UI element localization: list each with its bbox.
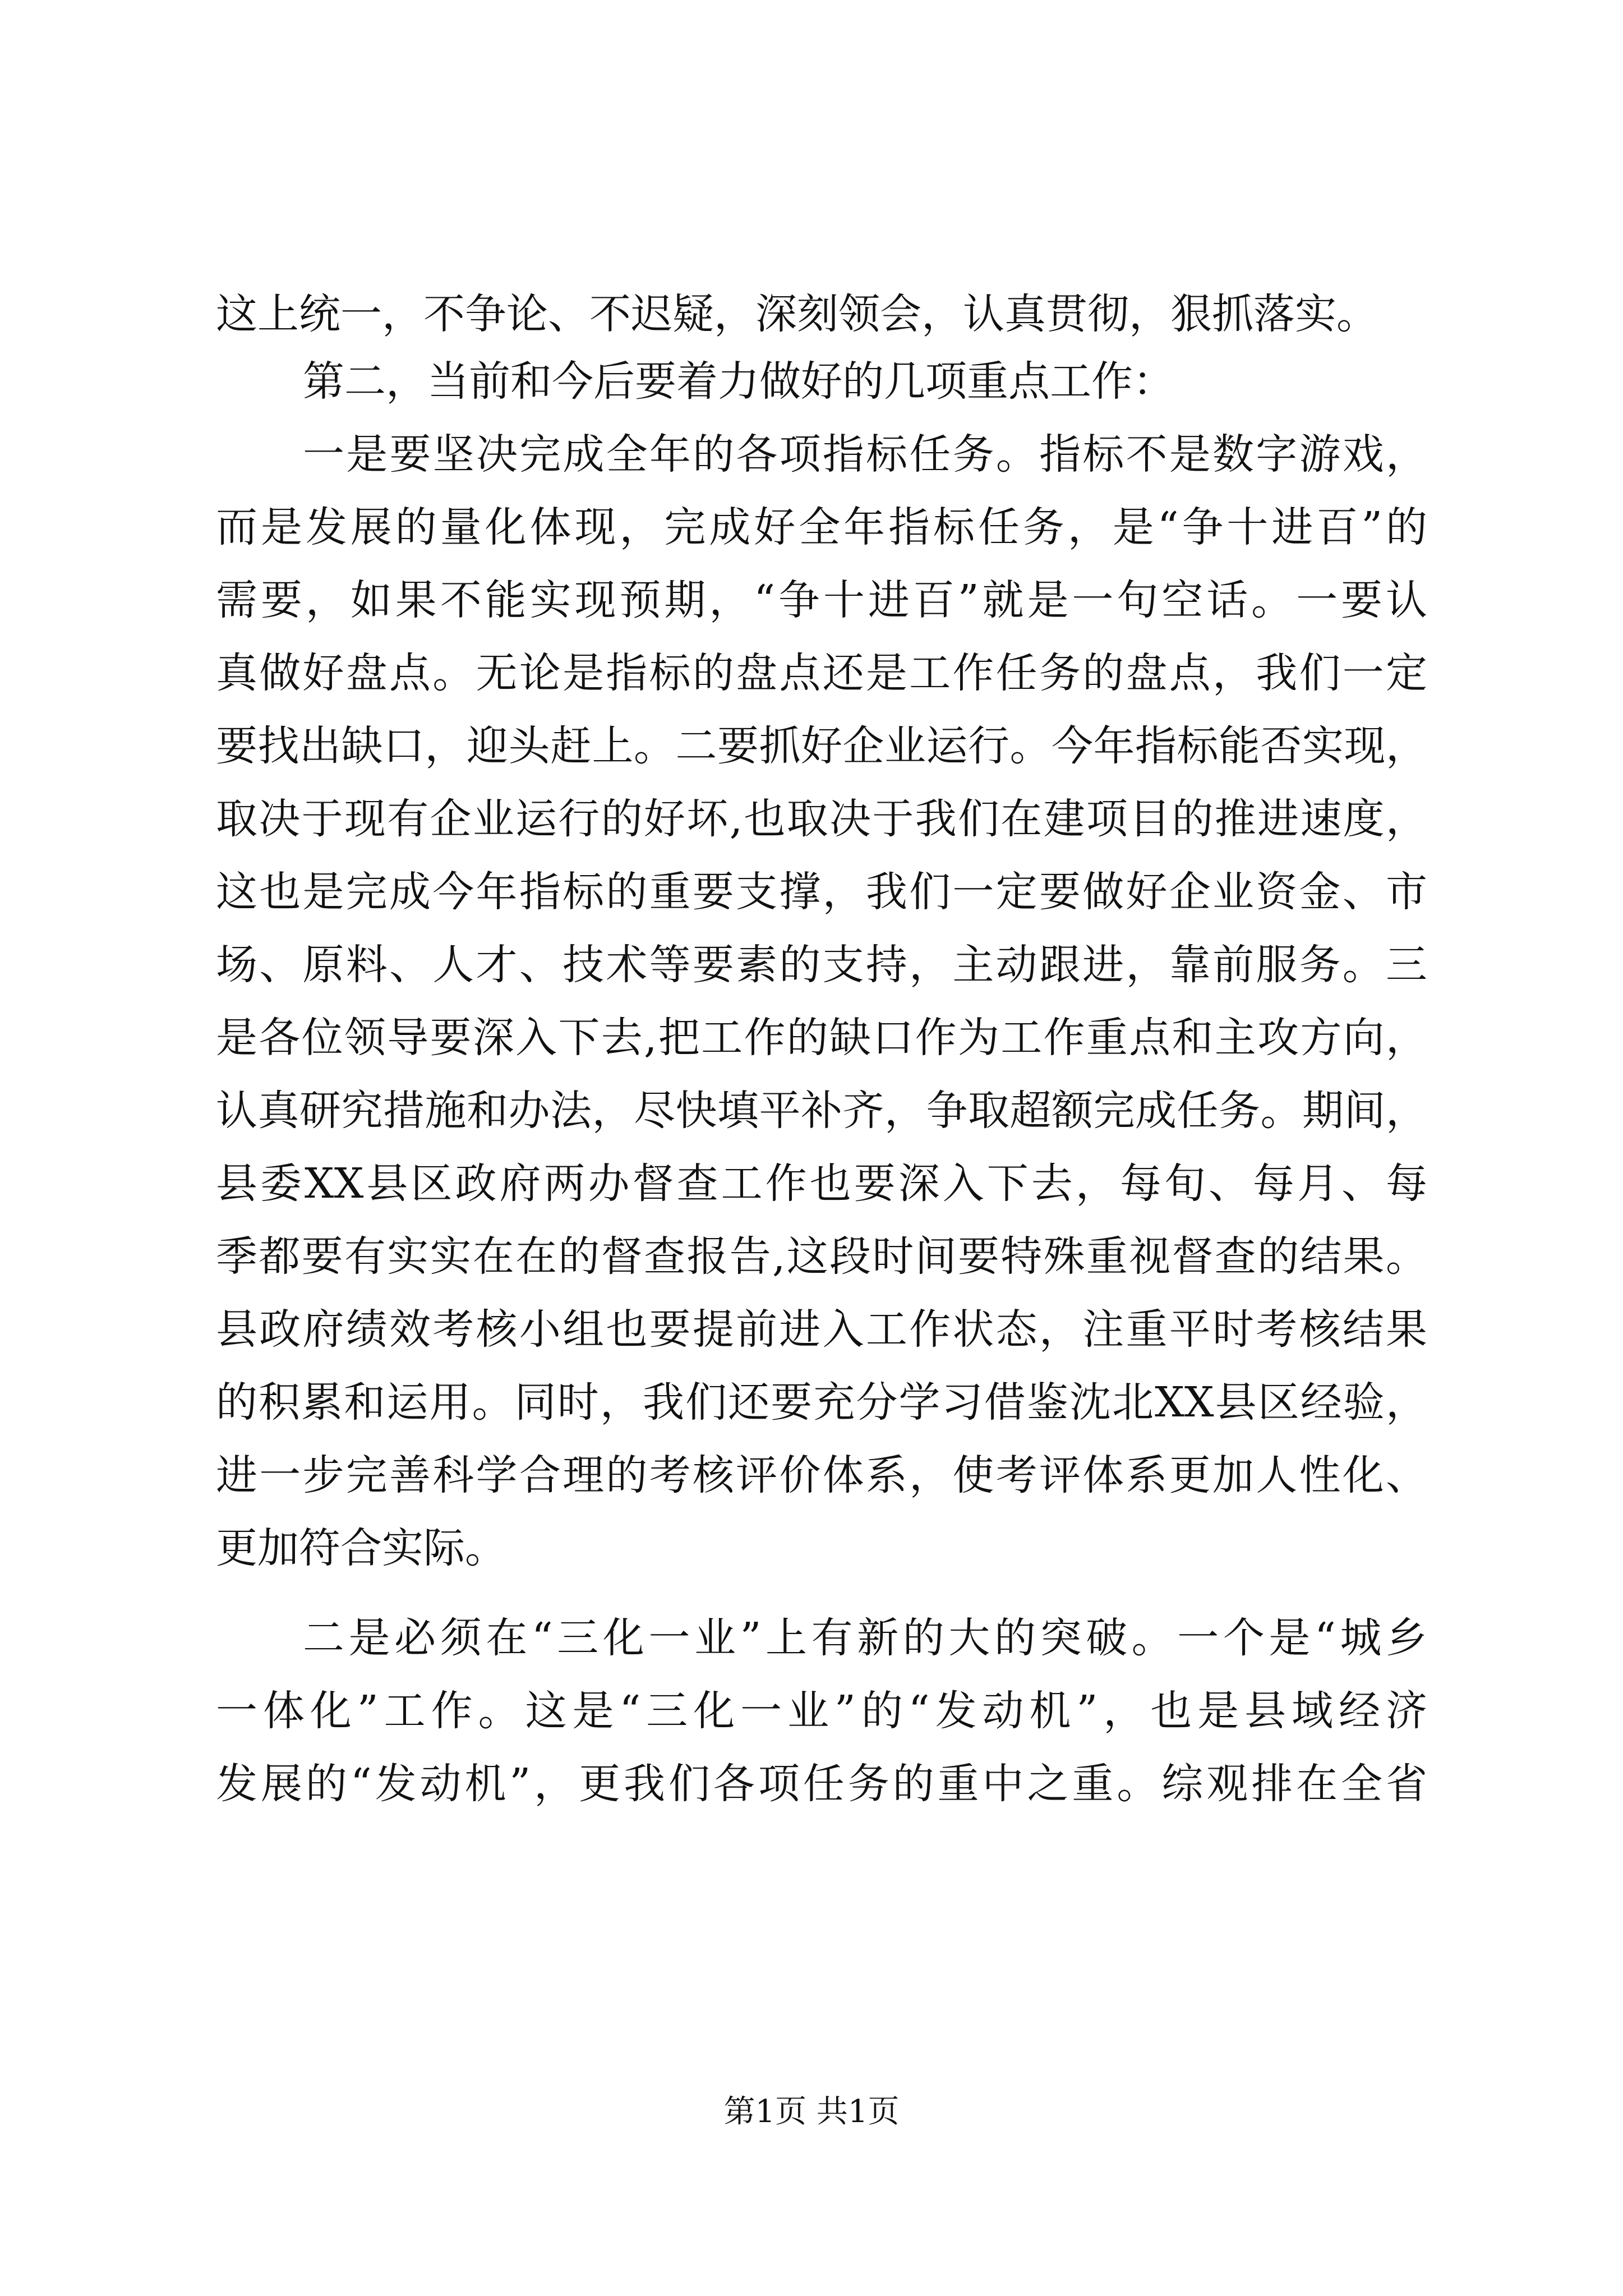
text-line: 更加符合实际。 xyxy=(216,1524,506,1572)
text-line: 二是必须在“三化一业”上有新的大的突破。一个是“城乡 xyxy=(303,1614,1427,1662)
text-line: 这上统一，不争论、不迟疑，深刻领会，认真贯彻，狠抓落实。 xyxy=(216,290,1378,338)
text-line: 县委XX县区政府两办督查工作也要深入下去，每旬、每月、每 xyxy=(216,1159,1427,1208)
text-line: 第二，当前和今后要着力做好的几项重点工作： xyxy=(303,357,1174,406)
text-line: 需要，如果不能实现预期，“争十进百”就是一句空话。一要认 xyxy=(216,576,1427,624)
page-number-footer: 第1页 共1页 xyxy=(723,2093,900,2130)
text-line: 取决于现有企业运行的好坏,也取决于我们在建项目的推进速度， xyxy=(216,795,1427,843)
text-line: 而是发展的量化体现，完成好全年指标任务，是“争十进百”的 xyxy=(216,503,1427,551)
text-line: 场、原料、人才、技术等要素的支持，主动跟进，靠前服务。三 xyxy=(216,941,1427,989)
text-line: 真做好盘点。无论是指标的盘点还是工作任务的盘点，我们一定 xyxy=(216,649,1427,697)
text-line: 认真研究措施和办法，尽快填平补齐，争取超额完成任务。期间， xyxy=(216,1087,1427,1135)
text-line: 进一步完善科学合理的考核评价体系，使考评体系更加人性化、 xyxy=(216,1451,1427,1499)
text-line: 这也是完成今年指标的重要支撑，我们一定要做好企业资金、市 xyxy=(216,868,1427,916)
text-line: 一体化”工作。这是“三化一业”的“发动机”，也是县域经济 xyxy=(216,1687,1427,1735)
text-line: 发展的“发动机”，更我们各项任务的重中之重。综观排在全省 xyxy=(216,1760,1427,1808)
text-line: 的积累和运用。同时，我们还要充分学习借鉴沈北XX县区经验， xyxy=(216,1378,1427,1427)
text-line: 县政府绩效考核小组也要提前进入工作状态，注重平时考核结果 xyxy=(216,1305,1427,1354)
text-line: 一是要坚决完成全年的各项指标任务。指标不是数字游戏， xyxy=(303,430,1427,478)
text-line: 季都要有实实在在的督查报告,这段时间要特殊重视督查的结果。 xyxy=(216,1232,1427,1281)
text-line: 是各位领导要深入下去,把工作的缺口作为工作重点和主攻方向， xyxy=(216,1014,1427,1062)
text-line: 要找出缺口，迎头赶上。二要抓好企业运行。今年指标能否实现， xyxy=(216,722,1427,770)
